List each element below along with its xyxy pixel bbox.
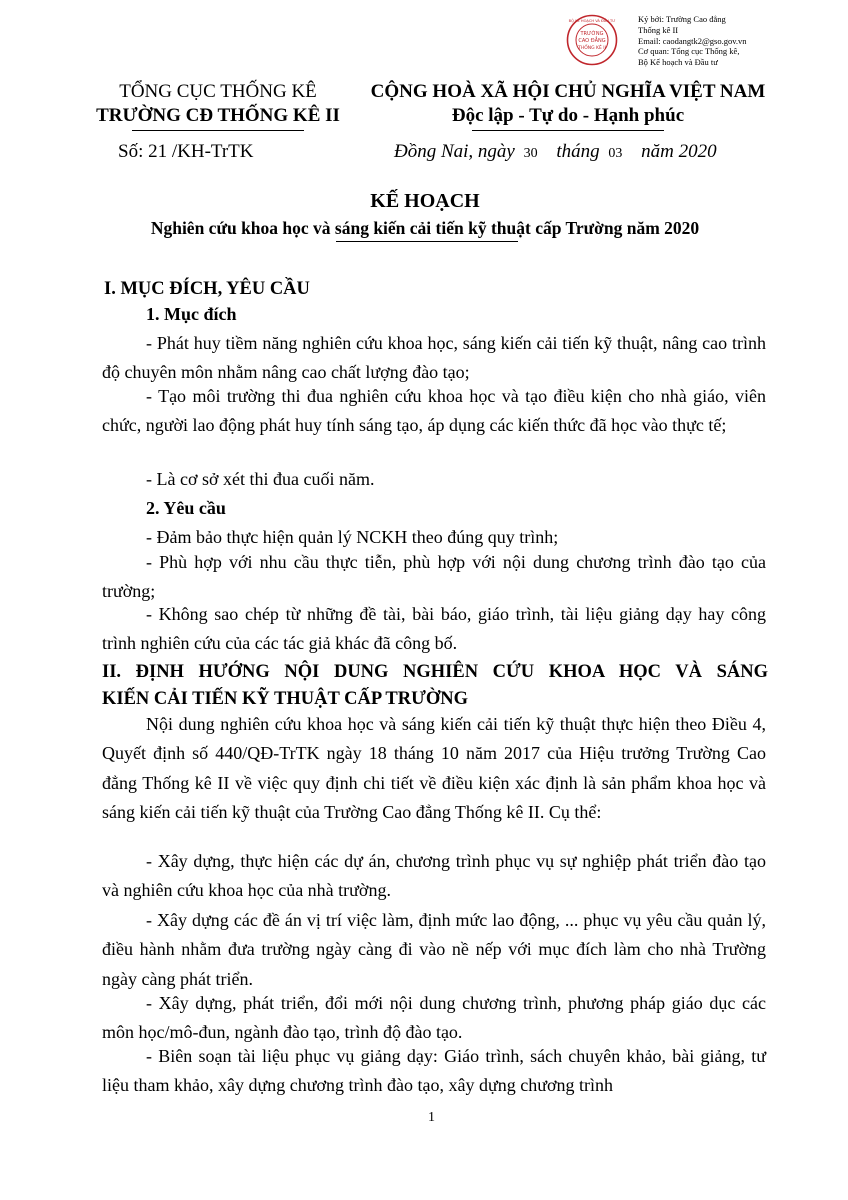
page-number: 1 xyxy=(428,1110,435,1125)
paragraph: - Không sao chép từ những đề tài, bài báo, giáo trình, tài liệu giảng dạy hay công trình nghiên cứu của các tác giả khác đã công bố. xyxy=(102,604,766,654)
signature-line: Email: caodangtk2@gso.gov.vn xyxy=(638,35,747,46)
paragraph: - Phát huy tiềm năng nghiên cứu khoa học, sáng kiến cải tiến kỹ thuật, nâng cao trình độ chuyên môn nhằm nâng cao chất lượng đào tạo; xyxy=(102,333,766,383)
agency-name: TỔNG CỤC THỐNG KÊ xyxy=(119,81,317,102)
subtitle-underline xyxy=(336,241,518,242)
section-2-heading-line-1: II. ĐỊNH HƯỚNG NỘI DUNG NGHIÊN CỨU KHOA HỌC VÀ SÁNG xyxy=(102,662,768,682)
date-year: năm 2020 xyxy=(641,141,717,162)
section-2-heading-line-2: KIẾN CẢI TIẾN KỸ THUẬT CẤP TRƯỜNG xyxy=(102,689,468,709)
date-prefix: Đồng Nai, ngày xyxy=(394,141,515,162)
document-subtitle: Nghiên cứu khoa học và sáng kiến cải tiến kỹ thuật cấp Trường năm 2020 xyxy=(150,218,700,238)
svg-text:TRƯỜNG: TRƯỜNG xyxy=(580,31,604,37)
motto: Độc lập - Tự do - Hạnh phúc xyxy=(451,105,685,126)
date-month: 03 xyxy=(608,146,623,161)
date-day: 30 xyxy=(523,146,538,161)
paragraph: - Xây dựng các đề án vị trí việc làm, định mức lao động, ... phục vụ yêu cầu quản lý, điều hành nhằm đưa trường ngày càng đi vào nề nếp với mục đích làm cho nhà Trường ngày càng phát triển. xyxy=(102,910,766,989)
date-line xyxy=(394,140,717,166)
section-1-2-heading: 2. Yêu cầu xyxy=(146,498,226,518)
signature-info xyxy=(638,14,747,68)
section-2-intro: Nội dung nghiên cứu khoa học và sáng kiến cải tiến kỹ thuật thực hiện theo Điều 4, Quyết định số 440/QĐ-TrTK ngày 18 tháng 10 năm 2017 của Hiệu trưởng Trường Cao đẳng Thống kê II về việc quy định chi tiết về điều kiện xác định là sản phẩm khoa học và sáng kiến cải tiến kỹ thuật của Trường Cao đẳng Thống kê II. Cụ thể: xyxy=(102,714,766,822)
signature-line: Cơ quan: Tổng cục Thống kê, xyxy=(638,46,740,57)
paragraph: - Biên soạn tài liệu phục vụ giảng dạy: Giáo trình, sách chuyên khảo, bài giảng, tư liệu tham khảo, xây dựng chương trình đào tạo, xây dựng chương trình xyxy=(102,1046,766,1096)
svg-text:CAO ĐẲNG: CAO ĐẲNG xyxy=(578,38,606,44)
school-name: TRƯỜNG CĐ THỐNG KÊ II xyxy=(96,105,340,126)
paragraph: - Tạo môi trường thi đua nghiên cứu khoa học và tạo điều kiện cho nhà giáo, viên chức, người lao động phát huy tính sáng tạo, áp dụng các kiến thức đã học vào thực tế; xyxy=(102,386,766,436)
paragraph: - Đảm bảo thực hiện quản lý NCKH theo đúng quy trình; xyxy=(146,527,559,547)
section-1-heading: I. MỤC ĐÍCH, YÊU CẦU xyxy=(104,279,310,299)
paragraph: - Là cơ sở xét thi đua cuối năm. xyxy=(146,469,375,489)
digital-signature xyxy=(566,14,756,66)
school-seal-icon xyxy=(566,14,618,66)
svg-text:THỐNG KÊ II: THỐNG KÊ II xyxy=(578,46,606,51)
republic-name: CỘNG HOÀ XÃ HỘI CHỦ NGHĨA VIỆT NAM xyxy=(370,81,766,102)
paragraph: - Xây dựng, thực hiện các dự án, chương trình phục vụ sự nghiệp phát triển đào tạo và nghiên cứu khoa học của nhà trường. xyxy=(102,851,766,901)
document-title: KẾ HOẠCH xyxy=(370,190,480,212)
signature-line: Ký bởi: Trường Cao đẳng xyxy=(638,14,726,24)
date-month-label: tháng xyxy=(556,141,600,162)
document-number: Số: 21 /KH-TrTK xyxy=(118,141,254,162)
svg-text:BỘ KẾ HOẠCH VÀ ĐẦU TƯ: BỘ KẾ HOẠCH VÀ ĐẦU TƯ xyxy=(568,19,616,23)
paragraph: - Xây dựng, phát triển, đổi mới nội dung chương trình, phương pháp giáo dục các môn học/mô-đun, ngành đào tạo, trình độ đào tạo. xyxy=(102,993,766,1043)
section-1-1-heading: 1. Mục đích xyxy=(146,304,237,324)
school-underline xyxy=(132,130,304,131)
signature-line: Thống kê II xyxy=(638,24,679,35)
paragraph: - Phù hợp với nhu cầu thực tiễn, phù hợp với nội dung chương trình đào tạo của trường; xyxy=(102,552,766,602)
signature-line: Bộ Kế hoạch và Đầu tư xyxy=(638,57,718,68)
motto-underline xyxy=(472,130,664,131)
